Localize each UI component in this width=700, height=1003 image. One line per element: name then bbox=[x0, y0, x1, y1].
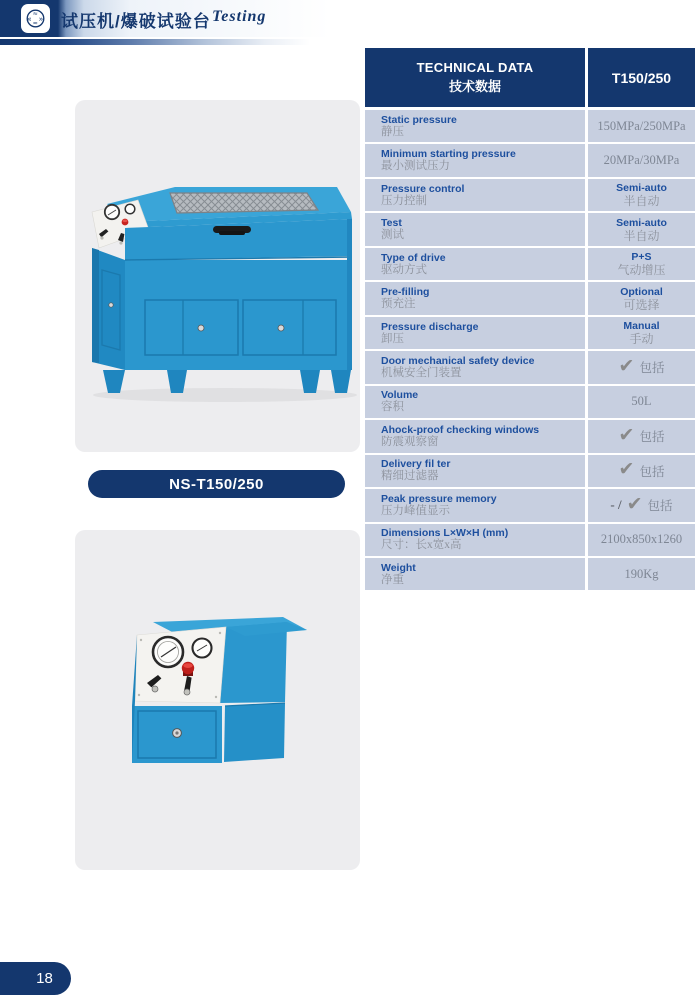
spec-label-en: Dimensions L×W×H (mm) bbox=[381, 527, 509, 540]
spec-label-cn: 容积 bbox=[381, 401, 404, 414]
spec-value: 包括 bbox=[647, 499, 673, 514]
control-panel-photo-panel bbox=[75, 530, 360, 870]
spec-label-cell bbox=[365, 144, 585, 176]
spec-label-en: Weight bbox=[381, 561, 416, 574]
check-icon: ✔ bbox=[618, 424, 635, 446]
table-row bbox=[365, 144, 695, 176]
spec-label-cn: 测试 bbox=[381, 229, 404, 242]
table-header bbox=[365, 48, 695, 107]
spec-label-en: Pre-filling bbox=[381, 286, 430, 299]
spec-label-cn: 驱动方式 bbox=[381, 263, 427, 276]
spec-label-cn: 最小测试压力 bbox=[381, 160, 450, 173]
spec-value-en: P+S bbox=[631, 251, 652, 264]
spec-label-cell bbox=[365, 455, 585, 487]
spec-label-en: Test bbox=[381, 217, 402, 230]
page-number: 18 bbox=[36, 970, 53, 987]
spec-value-cell bbox=[588, 524, 695, 556]
spec-value-cell bbox=[588, 489, 695, 521]
spec-label-en: Static pressure bbox=[381, 113, 457, 126]
spec-label-cn: 尺寸：长x宽x高 bbox=[381, 539, 462, 552]
spec-label-cell bbox=[365, 489, 585, 521]
spec-value-cell bbox=[588, 282, 695, 314]
spec-label-cn: 预充注 bbox=[381, 298, 416, 311]
table-row bbox=[365, 420, 695, 452]
spec-value-cn: 半自动 bbox=[623, 228, 660, 243]
table-row bbox=[365, 351, 695, 383]
check-icon: ✔ bbox=[626, 493, 643, 515]
spec-value-cell bbox=[588, 386, 695, 418]
spec-value-cell bbox=[588, 213, 695, 245]
spec-label-cell bbox=[365, 351, 585, 383]
spec-value-en: Semi-auto bbox=[616, 182, 667, 195]
spec-value-cell bbox=[588, 179, 695, 211]
table-row bbox=[365, 455, 695, 487]
spec-value-cell bbox=[588, 317, 695, 349]
technical-data-table bbox=[365, 48, 695, 593]
spec-check-line bbox=[618, 424, 665, 446]
spec-value-cell bbox=[588, 248, 695, 280]
spec-label-en: Minimum starting pressure bbox=[381, 148, 516, 161]
spec-label-cn: 压力控制 bbox=[381, 194, 427, 207]
model-label: NS-T150/250 bbox=[88, 470, 345, 498]
page-title-en: Testing bbox=[212, 8, 267, 25]
spec-label-en: Volume bbox=[381, 389, 419, 402]
table-header-title bbox=[365, 48, 585, 107]
table-row bbox=[365, 110, 695, 142]
spec-label-en: Ahock-proof checking windows bbox=[381, 423, 540, 436]
spec-label-en: Pressure control bbox=[381, 182, 465, 195]
table-row bbox=[365, 248, 695, 280]
spec-value-cn: 半自动 bbox=[623, 194, 660, 209]
spec-label-cell bbox=[365, 282, 585, 314]
spec-label-cell bbox=[365, 420, 585, 452]
spec-check-line bbox=[619, 461, 665, 480]
spec-value: 20MPa/30MPa bbox=[603, 153, 680, 168]
page-number-badge bbox=[0, 962, 71, 995]
machine-photo bbox=[75, 100, 360, 452]
table-header-model: T150/250 bbox=[588, 48, 695, 107]
spec-label-cn: 卸压 bbox=[381, 332, 404, 345]
spec-label-en: Pressure discharge bbox=[381, 320, 479, 333]
spec-value-en: Manual bbox=[623, 320, 660, 332]
spec-check-line bbox=[618, 355, 665, 377]
spec-label-en: Peak pressure memory bbox=[381, 492, 497, 505]
spec-value-cell bbox=[588, 144, 695, 176]
spec-label-cell bbox=[365, 110, 585, 142]
spec-value: 包括 bbox=[639, 430, 665, 445]
spec-label-cell bbox=[365, 558, 585, 590]
table-rows bbox=[365, 110, 695, 590]
spec-value: 包括 bbox=[639, 464, 665, 479]
check-prefix: - / bbox=[610, 497, 622, 513]
svg-text:«: « bbox=[27, 14, 32, 24]
spec-label-en: Door mechanical safety device bbox=[381, 354, 535, 367]
spec-label-en: Type of drive bbox=[381, 251, 446, 264]
spec-value-cell bbox=[588, 420, 695, 452]
spec-value-cell bbox=[588, 110, 695, 142]
spec-label-cell bbox=[365, 317, 585, 349]
svg-text:»: » bbox=[38, 14, 44, 24]
spec-label-cn: 静压 bbox=[381, 125, 404, 138]
svg-text:≈: ≈ bbox=[32, 20, 38, 28]
spec-value: 包括 bbox=[639, 361, 665, 376]
spec-label-cell bbox=[365, 386, 585, 418]
spec-label-cn: 精细过滤器 bbox=[381, 470, 439, 483]
table-row bbox=[365, 179, 695, 211]
table-row bbox=[365, 489, 695, 521]
spec-label-cell bbox=[365, 248, 585, 280]
table-row bbox=[365, 558, 695, 590]
spec-value-cn: 气动增压 bbox=[617, 263, 666, 278]
table-row bbox=[365, 524, 695, 556]
table-title-en: TECHNICAL DATA bbox=[416, 60, 534, 75]
check-icon: ✔ bbox=[618, 355, 635, 377]
compress-arrows-icon bbox=[23, 6, 48, 31]
spec-label-cell bbox=[365, 524, 585, 556]
header-accent-strip bbox=[0, 39, 312, 45]
table-row bbox=[365, 386, 695, 418]
table-title-cn: 技术数据 bbox=[448, 79, 501, 94]
spec-label-en: Delivery fil ter bbox=[381, 458, 451, 471]
spec-value-cn: 手动 bbox=[629, 332, 654, 346]
spec-value: 2100x850x1260 bbox=[600, 532, 683, 547]
spec-value-en: Semi-auto bbox=[616, 216, 667, 229]
spec-value: 190Kg bbox=[624, 566, 659, 581]
spec-label-cell bbox=[365, 213, 585, 245]
table-row bbox=[365, 317, 695, 349]
check-icon: ✔ bbox=[618, 459, 635, 481]
spec-label-cn: 机械安全门装置 bbox=[381, 366, 462, 379]
spec-value-cn: 可选择 bbox=[623, 297, 660, 312]
brand-logo bbox=[21, 4, 50, 33]
svg-text:≈: ≈ bbox=[32, 10, 38, 18]
table-row bbox=[365, 213, 695, 245]
spec-value: 50L bbox=[631, 394, 652, 409]
spec-value: 150MPa/250MPa bbox=[597, 118, 686, 133]
spec-value-en: Optional bbox=[620, 285, 663, 298]
spec-value-cell bbox=[588, 351, 695, 383]
spec-label-cn: 防震观察窗 bbox=[381, 435, 439, 448]
control-panel-photo bbox=[75, 530, 360, 870]
table-row bbox=[365, 282, 695, 314]
spec-label-cn: 压力峰值显示 bbox=[381, 504, 450, 517]
spec-check-line bbox=[610, 493, 673, 515]
page-title-cn: 试压机/爆破试验台 bbox=[61, 12, 211, 31]
spec-label-cn: 净重 bbox=[381, 573, 404, 586]
spec-value-cell bbox=[588, 455, 695, 487]
spec-label-cell bbox=[365, 179, 585, 211]
machine-photo-panel bbox=[75, 100, 360, 452]
spec-value-cell bbox=[588, 558, 695, 590]
